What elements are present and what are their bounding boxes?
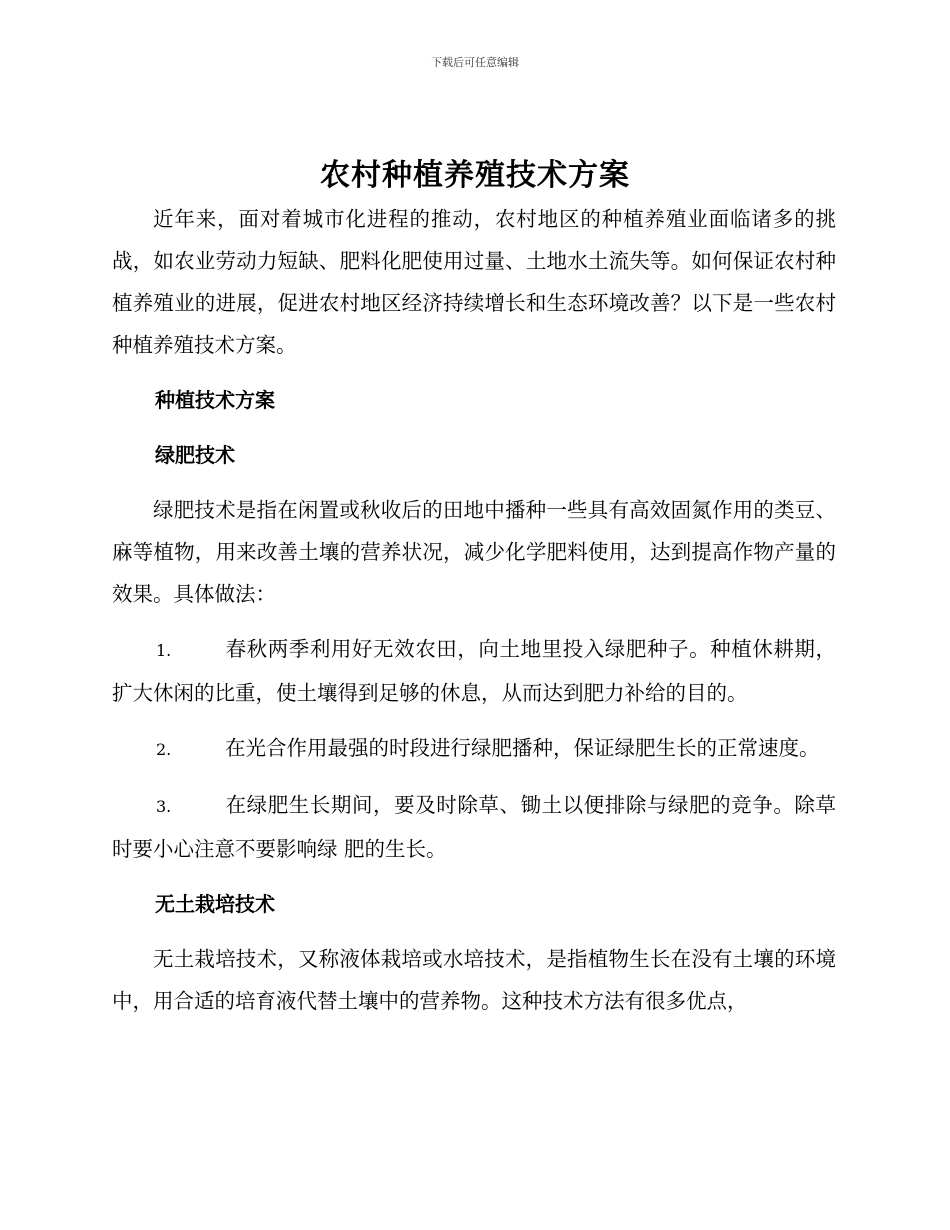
document-body xyxy=(112,198,836,1035)
header-note: 下载后可任意编辑 xyxy=(431,56,519,69)
soilless-paragraph: 无土栽培技术，又称液体栽培或水培技术，是指植物生长在没有土壤的环境中，用合适的培育液代替土壤中的营养物。这种技术方法有很多优点， xyxy=(112,947,836,1013)
list-item xyxy=(112,727,836,771)
list-number: 1. xyxy=(156,641,172,660)
subsection-heading-soilless: 无土栽培技术 xyxy=(155,892,275,916)
intro-paragraph: 近年来，面对着城市化进程的推动，农村地区的种植养殖业面临诸多的挑战，如农业劳动力短缺、肥料化肥使用过量、土地水土流失等。如何保证农村种植养殖业的进展，促进农村地区经济持续增长和生态环境改善？以下是一些农村种植养殖技术方案。 xyxy=(112,207,836,357)
list-number: 3. xyxy=(156,797,172,816)
green-manure-paragraph: 绿肥技术是指在闲置或秋收后的田地中播种一些具有高效固氮作用的类豆、麻等植物，用来改善土壤的营养状况，减少化学肥料使用，达到提高作物产量的效果。具体做法： xyxy=(112,498,836,606)
subsection-heading-green-manure: 绿肥技术 xyxy=(155,443,235,467)
list-text: 春秋两季利用好无效农田，向土地里投入绿肥种子。种植休耕期，扩大休闲的比重，使土壤得到足够的休息，从而达到肥力补给的目的。 xyxy=(112,637,836,705)
list-text: 在光合作用最强的时段进行绿肥播种，保证绿肥生长的正常速度。 xyxy=(225,736,820,760)
list-text: 在绿肥生长期间，要及时除草、锄土以便排除与绿肥的竞争。除草时要小心注意不要影响绿 肥的生长。 xyxy=(112,793,836,861)
document-title: 农村种植养殖技术方案 xyxy=(320,158,630,193)
list-item xyxy=(112,784,836,870)
list-number: 2. xyxy=(156,740,172,759)
list-item xyxy=(112,628,836,714)
section-heading-planting: 种植技术方案 xyxy=(155,388,275,412)
